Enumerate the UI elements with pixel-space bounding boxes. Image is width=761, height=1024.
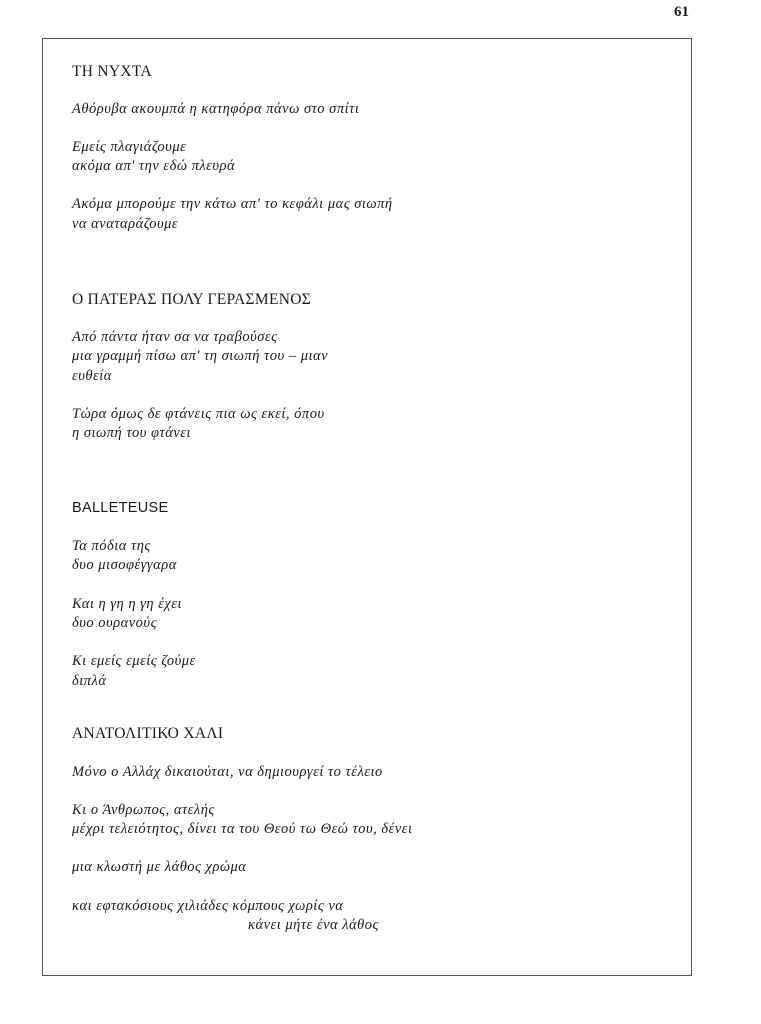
poem-line: κάνει μήτε ένα λάθος <box>248 917 379 933</box>
poem-line: Κι εμείς εμείς ζούμε <box>72 653 196 669</box>
poem-title: ΑΝΑΤΟΛΙΤΙΚΟ ΧΑΛΙ <box>72 725 224 742</box>
poem-line: μέχρι τελειότητος, δίνει τα του Θεού τω Θεώ του, δένει <box>72 821 413 837</box>
poem-line: Και η γη η γη έχει <box>72 596 183 612</box>
poem-line: να αναταράζουμε <box>72 216 179 232</box>
poem-line: δυο ουρανούς <box>72 615 157 631</box>
poem-line: Εμείς πλαγιάζουμε <box>72 139 187 155</box>
poem-line: Κι ο Άνθρωπος, ατελής <box>72 802 215 818</box>
poem-line: Τώρα όμως δε φτάνεις πια ως εκεί, όπου <box>72 406 325 422</box>
poem-line: ευθεία <box>72 368 112 384</box>
poem-title: Ο ΠΑΤΕΡΑΣ ΠΟΛΥ ΓΕΡΑΣΜΕΝΟΣ <box>72 291 312 308</box>
poem-line: Τα πόδια της <box>72 538 151 554</box>
poem-line: Από πάντα ήταν σα να τραβούσες <box>72 329 278 345</box>
poem-line: και εφτακόσιους χιλιάδες κόμπους χωρίς να <box>72 898 344 914</box>
poem-line: ακόμα απ' την εδώ πλευρά <box>72 158 236 174</box>
poem-title: BALLETEUSE <box>72 500 169 516</box>
page-number: 61 <box>674 4 689 20</box>
poem-line: δυο μισοφέγγαρα <box>72 557 177 573</box>
poem-line: Μόνο ο Αλλάχ δικαιούται, να δημιουργεί το τέλειο <box>72 764 383 780</box>
poem-line: μια κλωστή με λάθος χρώμα <box>72 859 247 875</box>
poem-line: Ακόμα μπορούμε την κάτω απ' το κεφάλι μας σιωπή <box>72 196 393 212</box>
poem-line: μια γραμμή πίσω απ' τη σιωπή του – μιαν <box>72 348 329 364</box>
poem-title: ΤΗ ΝΥΧΤΑ <box>72 63 152 80</box>
poem-line: η σιωπή του φτάνει <box>72 425 192 441</box>
poem-line: διπλά <box>72 673 107 689</box>
poem-line: Αθόρυβα ακουμπά η κατηφόρα πάνω στο σπίτι <box>72 101 360 117</box>
